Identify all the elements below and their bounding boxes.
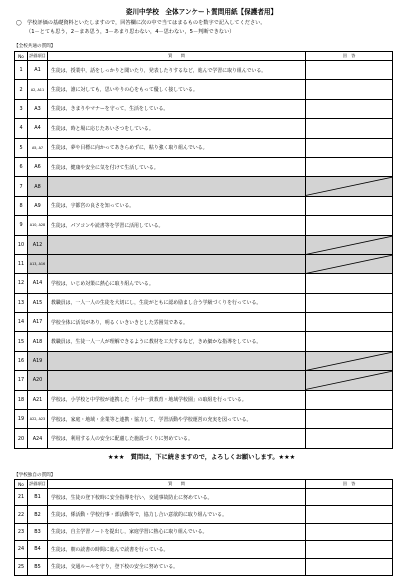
continue-note: ★★★ 質問は，下に続きますので，よろしくお願いします。★★★ (107, 454, 296, 461)
item-code: B1 (28, 489, 48, 506)
answer-cell[interactable] (306, 138, 393, 157)
question-text: 生徒は，健康や安全に気を付けて生活している。 (48, 157, 306, 176)
question-row (15, 157, 393, 176)
answer-cell[interactable] (306, 558, 393, 575)
answer-cell[interactable] (306, 332, 393, 351)
section-label-common: 【全校共通の質問】 (14, 44, 56, 49)
common-questions-body (15, 61, 393, 449)
item-code: A4 (28, 119, 48, 138)
header-code: 評価項目 (28, 52, 48, 61)
item-code: B2 (28, 506, 48, 523)
header-answer: 回 答 (306, 52, 393, 61)
item-code: A15 (28, 293, 48, 312)
question-text: 生徒は，夢や目標に向かってあきらめずに，粘り強く取り組んでいる。 (48, 138, 306, 157)
item-code: A13, A16 (28, 254, 48, 273)
row-number: 11 (15, 254, 28, 273)
answer-cell[interactable] (306, 429, 393, 448)
item-code: A12 (28, 235, 48, 254)
row-number: 17 (15, 371, 28, 390)
answer-cell[interactable] (306, 119, 393, 138)
school-questions-body (15, 489, 393, 576)
header-answer: 回 答 (306, 480, 393, 489)
question-row (15, 254, 393, 273)
question-text: 学校は，いじめ対策に熱心に取り組んでいる。 (48, 274, 306, 293)
question-row (15, 177, 393, 196)
question-text (48, 235, 306, 254)
question-text (48, 351, 306, 370)
question-text: 教職員は，生徒一人一人が理解できるように教材を工夫するなど，きめ細かな指導をしている。 (48, 332, 306, 351)
row-number: 14 (15, 313, 28, 332)
strike-line (306, 255, 392, 273)
strike-line (306, 236, 392, 254)
item-code: A19 (28, 351, 48, 370)
question-text: 学校は，利用する人の安全に配慮した施設づくりに努めている。 (48, 429, 306, 448)
answer-cell[interactable] (306, 293, 393, 312)
question-row (15, 235, 393, 254)
question-text: 生徒は，交通ルールを守り，登下校の安全に努めている。 (48, 558, 306, 575)
row-number: 19 (15, 410, 28, 429)
item-code: A9 (28, 196, 48, 215)
question-text: 生徒は，パソコンや読書等を学習に活用している。 (48, 216, 306, 235)
question-row (15, 332, 393, 351)
question-row (15, 61, 393, 80)
answer-cell[interactable] (306, 410, 393, 429)
item-code: A2, A11 (28, 80, 48, 99)
item-code: A20 (28, 371, 48, 390)
row-number: 16 (15, 351, 28, 370)
question-row (15, 274, 393, 293)
question-text: 生徒は，時と場に応じたあいさつをしている。 (48, 119, 306, 138)
question-text: 生徒は，自主学習ノートを提出し，家庭学習に熱心に取り組んでいる。 (48, 523, 306, 540)
header-code: 評価項目 (28, 480, 48, 489)
disabled-answer-cell (306, 235, 393, 254)
question-text: 学校全体に活気があり，明るくいきいきとした雰囲気である。 (48, 313, 306, 332)
row-number: 23 (15, 523, 28, 540)
question-row (15, 293, 393, 312)
question-text (48, 177, 306, 196)
item-code: A14 (28, 274, 48, 293)
disabled-answer-cell (306, 371, 393, 390)
question-row (15, 351, 393, 370)
question-text: 生徒は，誰に対しても，思いやりの心をもって優しく接している。 (48, 80, 306, 99)
question-text: 学校は，家庭・地域・企業等と連携・協力して，学習活動や学校運営の充実を図っている。 (48, 410, 306, 429)
question-text: 生徒は，宇都宮の良さを知っている。 (48, 196, 306, 215)
question-row (15, 80, 393, 99)
answer-cell[interactable] (306, 390, 393, 409)
row-number: 2 (15, 80, 28, 99)
answer-cell[interactable] (306, 313, 393, 332)
answer-cell[interactable] (306, 506, 393, 523)
item-code: A6 (28, 157, 48, 176)
school-questions-table (14, 479, 393, 576)
item-code: A10, A28 (28, 216, 48, 235)
question-row (15, 138, 393, 157)
answer-cell[interactable] (306, 523, 393, 540)
answer-cell[interactable] (306, 157, 393, 176)
question-text: 教職員は，一人一人の生徒を大切にし，生徒がともに認め励まし合う学級づくりを行っている。 (48, 293, 306, 312)
question-text: 生徒は，朝の読書の時間に進んで読書を行っている。 (48, 541, 306, 558)
disabled-answer-cell (306, 254, 393, 273)
section-label-school: 【学校独自の質問】 (14, 473, 56, 478)
answer-cell[interactable] (306, 80, 393, 99)
item-code: A5, A7 (28, 138, 48, 157)
question-text (48, 254, 306, 273)
question-text: 生徒は，授業中，話をしっかりと聞いたり，発表したりするなど，進んで学習に取り組んでいる。 (48, 61, 306, 80)
item-code: A24 (28, 429, 48, 448)
question-row (15, 558, 393, 575)
question-row (15, 390, 393, 409)
item-code: A18 (28, 332, 48, 351)
item-code: B5 (28, 558, 48, 575)
question-row (15, 506, 393, 523)
item-code: A8 (28, 177, 48, 196)
answer-cell[interactable] (306, 274, 393, 293)
row-number: 9 (15, 216, 28, 235)
row-number: 6 (15, 157, 28, 176)
row-number: 24 (15, 541, 28, 558)
question-text: 学校は，小学校と中学校が連携した「小中一貫教育・地域学校園」の取組を行っている。 (48, 390, 306, 409)
row-number: 7 (15, 177, 28, 196)
question-row (15, 523, 393, 540)
answer-cell[interactable] (306, 216, 393, 235)
row-number: 12 (15, 274, 28, 293)
answer-cell[interactable] (306, 489, 393, 506)
header-question: 質 問 (48, 480, 306, 489)
row-number: 21 (15, 489, 28, 506)
question-text (48, 371, 306, 390)
question-text: 生徒は，きまりやマナーを守って，生活をしている。 (48, 99, 306, 118)
item-code: A21 (28, 390, 48, 409)
question-row (15, 541, 393, 558)
question-row (15, 429, 393, 448)
item-code: B4 (28, 541, 48, 558)
answer-cell[interactable] (306, 196, 393, 215)
row-number: 3 (15, 99, 28, 118)
row-number: 1 (15, 61, 28, 80)
page-title: 姿川中学校 全体アンケート質問用紙【保護者用】 (125, 8, 278, 16)
question-row (15, 196, 393, 215)
disabled-answer-cell (306, 177, 393, 196)
header-no: No (15, 480, 28, 489)
question-row (15, 313, 393, 332)
question-text: 学校は，生徒の登下校時に安全指導を行い，交通事故防止に努めている。 (48, 489, 306, 506)
row-number: 13 (15, 293, 28, 312)
item-code: A22, A23 (28, 410, 48, 429)
item-code: A3 (28, 99, 48, 118)
item-code: A1 (28, 61, 48, 80)
question-text: 生徒は，係活動・学校行事・部活動等で，協力し合い意欲的に取り組んでいる。 (48, 506, 306, 523)
disabled-answer-cell (306, 351, 393, 370)
row-number: 5 (15, 138, 28, 157)
question-row (15, 119, 393, 138)
item-code: B3 (28, 523, 48, 540)
row-number: 15 (15, 332, 28, 351)
common-questions-table (14, 51, 393, 449)
header-no: No (15, 52, 28, 61)
table-header-row (15, 52, 393, 61)
rating-scale-text: （1－とても思う，2－まあ思う，3－あまり思わない，4－思わない，5－判断できない） (26, 29, 235, 35)
row-number: 20 (15, 429, 28, 448)
question-row (15, 99, 393, 118)
row-number: 25 (15, 558, 28, 575)
strike-line (306, 352, 392, 370)
row-number: 18 (15, 390, 28, 409)
header-question: 質 問 (48, 52, 306, 61)
answer-cell[interactable] (306, 99, 393, 118)
strike-line (306, 177, 392, 195)
row-number: 10 (15, 235, 28, 254)
table-header-row (15, 480, 393, 489)
question-row (15, 410, 393, 429)
answer-cell[interactable] (306, 61, 393, 80)
strike-line (306, 371, 392, 389)
question-row (15, 216, 393, 235)
row-number: 8 (15, 196, 28, 215)
question-row (15, 371, 393, 390)
item-code: A17 (28, 313, 48, 332)
row-number: 4 (15, 119, 28, 138)
row-number: 22 (15, 506, 28, 523)
question-row (15, 489, 393, 506)
instruction-text: ◯ 学校評価の基礎資料といたしますので，回答欄に次の中で当てはまるものを数字で記入してください。 (16, 20, 266, 26)
answer-cell[interactable] (306, 541, 393, 558)
